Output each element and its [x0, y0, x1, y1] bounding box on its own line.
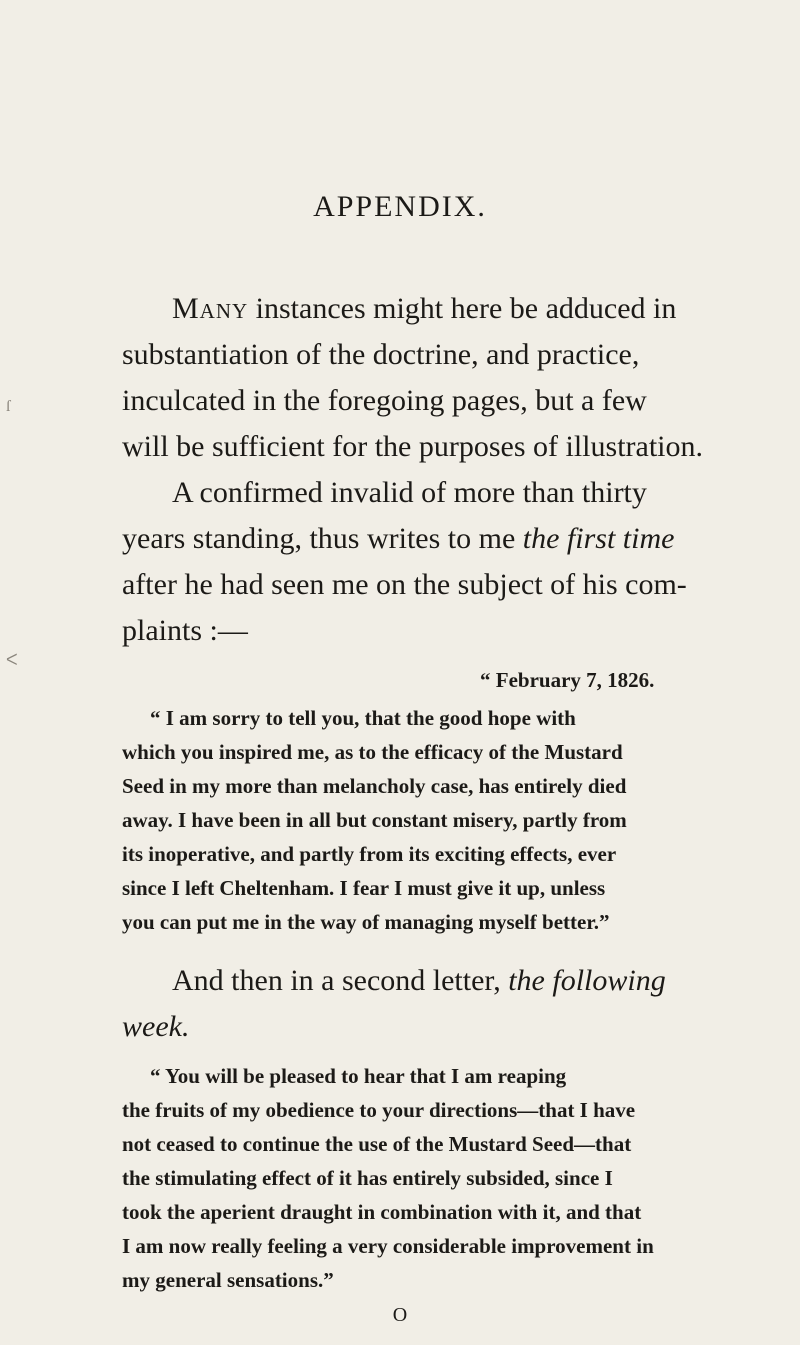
quote-line: the fruits of my obedience to your directions—that I have	[122, 1098, 636, 1122]
quote-line: not ceased to continue the use of the Mustard Seed—that	[122, 1132, 632, 1156]
paragraph-line: after he had seen me on the subject of his com-	[122, 568, 687, 601]
quote-line: since I left Cheltenham. I fear I must give it up, unless	[122, 876, 606, 900]
appendix-heading: APPENDIX.	[313, 190, 487, 223]
paragraph-line: will be sufficient for the purposes of illustration.	[122, 430, 704, 463]
paragraph-line: years standing, thus writes to me the first time	[122, 522, 675, 555]
quote-line: took the aperient draught in combination with it, and that	[122, 1200, 642, 1224]
quote-line: Seed in my more than melancholy case, has entirely died	[122, 774, 627, 798]
quote-line: the stimulating effect of it has entirely subsided, since I	[122, 1166, 613, 1190]
paragraph-line: Many instances might here be adduced in	[172, 292, 677, 325]
quote-line: you can put me in the way of managing myself better.”	[122, 910, 610, 934]
quote-line: my general sensations.”	[122, 1268, 334, 1292]
margin-mark: ſ	[6, 398, 11, 415]
paragraph-line: plaints :—	[122, 614, 248, 647]
margin-mark: ᐸ	[6, 652, 18, 669]
quote-line: its inoperative, and partly from its exciting effects, ever	[122, 842, 617, 866]
quote-line: I am now really feeling a very considerable improvement in	[122, 1234, 654, 1258]
paragraph-line: And then in a second letter, the following	[172, 964, 666, 997]
paragraph-line: week.	[122, 1010, 190, 1043]
quote-line: “ You will be pleased to hear that I am reaping	[150, 1064, 567, 1088]
quote-line: away. I have been in all but constant misery, partly from	[122, 808, 627, 832]
signature-mark: O	[392, 1304, 408, 1326]
drop-word: Many	[172, 292, 249, 325]
quote-line: which you inspired me, as to the efficacy of the Mustard	[122, 740, 623, 764]
paragraph-line: inculcated in the foregoing pages, but a few	[122, 384, 647, 417]
letter-date: “ February 7, 1826.	[480, 668, 655, 692]
paragraph-line: A confirmed invalid of more than thirty	[172, 476, 647, 509]
paragraph-line: substantiation of the doctrine, and practice,	[122, 338, 640, 371]
quote-line: “ I am sorry to tell you, that the good hope with	[150, 706, 576, 730]
